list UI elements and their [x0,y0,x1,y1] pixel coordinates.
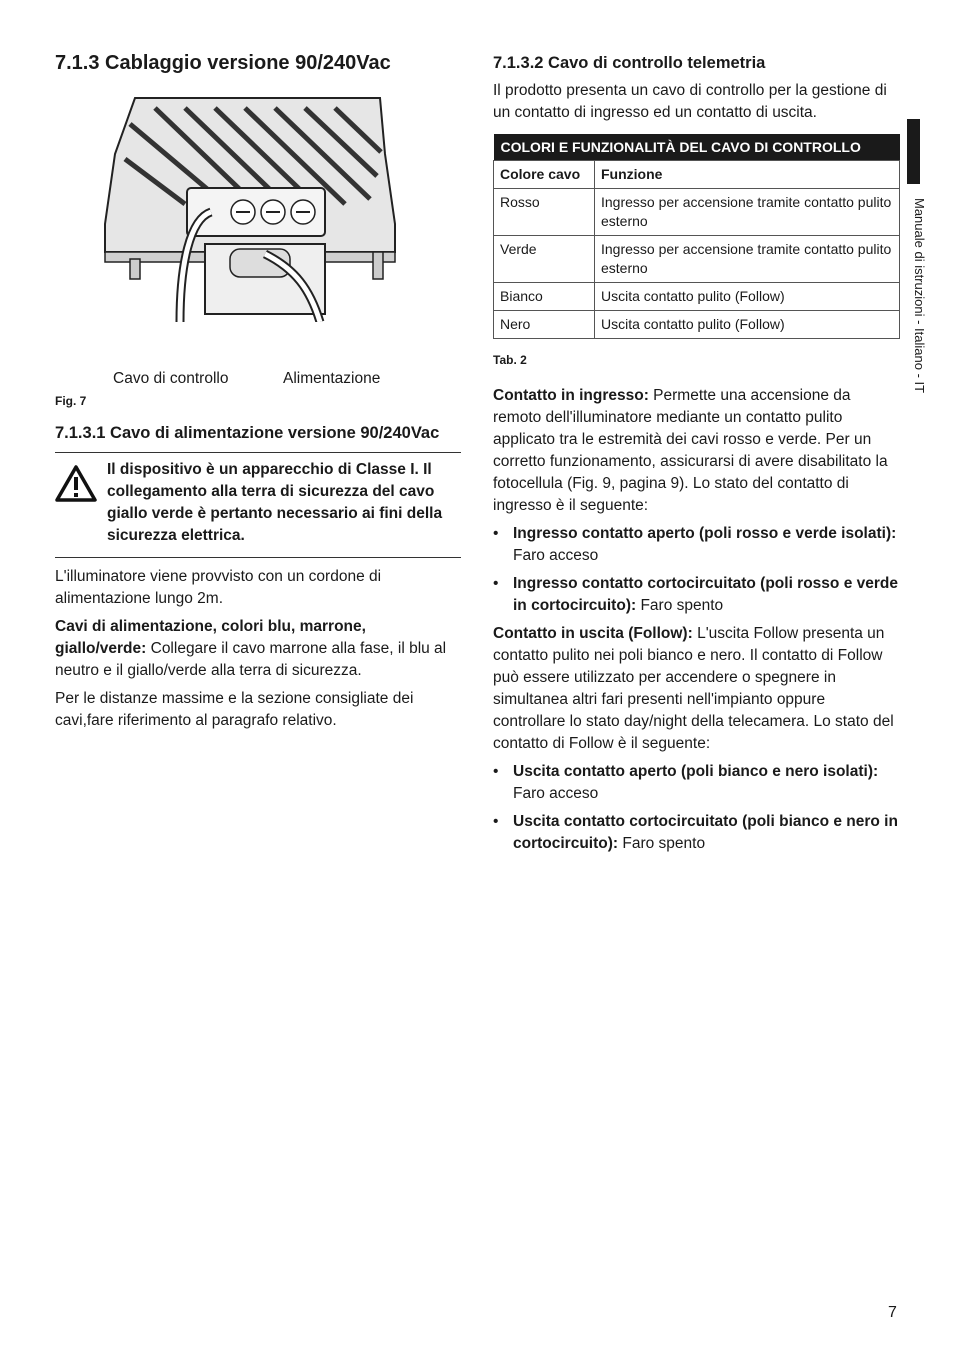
list-item [493,811,900,855]
paragraph [493,385,900,517]
warning-icon [55,459,107,547]
bold-lead: Cavi di alimentazione, colori blu, marrone, giallo/verde: [55,618,366,657]
paragraph: Per le distanze massime e la sezione consigliate dei cavi,fare riferimento al paragrafo relativo. [55,690,414,729]
table-row [494,283,900,311]
table-row [494,189,900,236]
power-cable-label: Alimentazione [283,370,381,387]
divider [55,557,461,558]
side-manual-label: Manuale di istruzioni - Italiano - IT [912,198,927,394]
table-header-row [494,161,900,189]
item-text: Faro spento [636,597,724,614]
table-row [494,236,900,283]
table-title: COLORI E FUNZIONALITÀ DEL CAVO DI CONTROLLO [494,134,900,161]
bold-lead: Contatto in uscita (Follow): [493,625,693,642]
control-cable-table [493,134,900,339]
cell-function: Ingresso per accensione tramite contatto pulito esterno [595,189,900,236]
bold-lead: Uscita contatto aperto (poli bianco e nero isolati): [513,763,879,780]
table-caption: Tab. 2 [493,353,527,367]
cell-function: Ingresso per accensione tramite contatto pulito esterno [595,236,900,283]
bold-lead: Ingresso contatto cortocircuitato (poli rosso e verde in cortocircuito): [513,575,898,614]
warning-box [55,453,461,557]
list-item [493,523,900,567]
table-header-color: Colore cavo [494,161,595,189]
side-tab-marker [907,119,920,184]
bold-lead: Ingresso contatto aperto (poli rosso e verde isolati): [513,525,897,542]
section-heading: 7.1.3 Cablaggio versione 90/240Vac [55,52,391,74]
item-text: Faro acceso [513,547,599,564]
cell-color: Bianco [494,283,595,311]
cell-function: Uscita contatto pulito (Follow) [595,283,900,311]
paragraph-text: Permette una accensione da remoto dell'illuminatore mediante un contatto pulito applicato tra le estremità dei cavi rosso e verde. Per un corretto funzionamento, assicurarsi di avere disabilitato la fotocellula (Fig. 9, pagina 9). Lo stato del contatto di ingresso è il seguente: [493,387,888,514]
bold-lead: Contatto in ingresso: [493,387,649,404]
control-cable-label: Cavo di controllo [113,370,229,387]
paragraph-text: Collegare il cavo marrone alla fase, il blu al neutro e il giallo/verde alla terra di sicurezza. [55,640,447,679]
wiring-figure [55,94,461,387]
table-header-function: Funzione [595,161,900,189]
figure-caption: Fig. 7 [55,394,87,408]
output-state-list [493,761,900,855]
input-state-list [493,523,900,617]
item-text: Faro acceso [513,785,599,802]
left-column [55,50,461,738]
paragraph-text: L'uscita Follow presenta un contatto pulito nei poli bianco e nero. Il contatto di Follow può essere utilizzato per accendere o spegnere in simultanea altri fari presenti nell'impianto oppure controllare lo stato day/night della telecamera. Lo stato del contatto di Follow è il seguente: [493,625,894,752]
cell-color: Nero [494,311,595,339]
list-item [493,761,900,805]
cell-color: Rosso [494,189,595,236]
cell-color: Verde [494,236,595,283]
item-text: Faro spento [618,835,706,852]
warning-text: Il dispositivo è un apparecchio di Classe I. Il collegamento alla terra di sicurezza del cavo giallo verde è pertanto necessario ai fini della sicurezza elettrica. [107,461,443,544]
paragraph [55,616,461,682]
bold-lead: Uscita contatto cortocircuitato (poli bianco e nero in cortocircuito): [513,813,898,852]
page-number: 7 [888,1304,897,1321]
right-column [493,50,900,861]
paragraph: L'illuminatore viene provvisto con un cordone di alimentazione lungo 2m. [55,568,382,607]
intro-paragraph: Il prodotto presenta un cavo di controllo per la gestione di un contatto di ingresso ed un contatto di uscita. [493,82,887,121]
subsection-heading: 7.1.3.1 Cavo di alimentazione versione 90/240Vac [55,424,440,442]
cell-function: Uscita contatto pulito (Follow) [595,311,900,339]
illuminator-drawing [95,94,445,322]
paragraph [493,623,900,755]
list-item [493,573,900,617]
subsection-heading: 7.1.3.2 Cavo di controllo telemetria [493,54,766,72]
table-row [494,311,900,339]
